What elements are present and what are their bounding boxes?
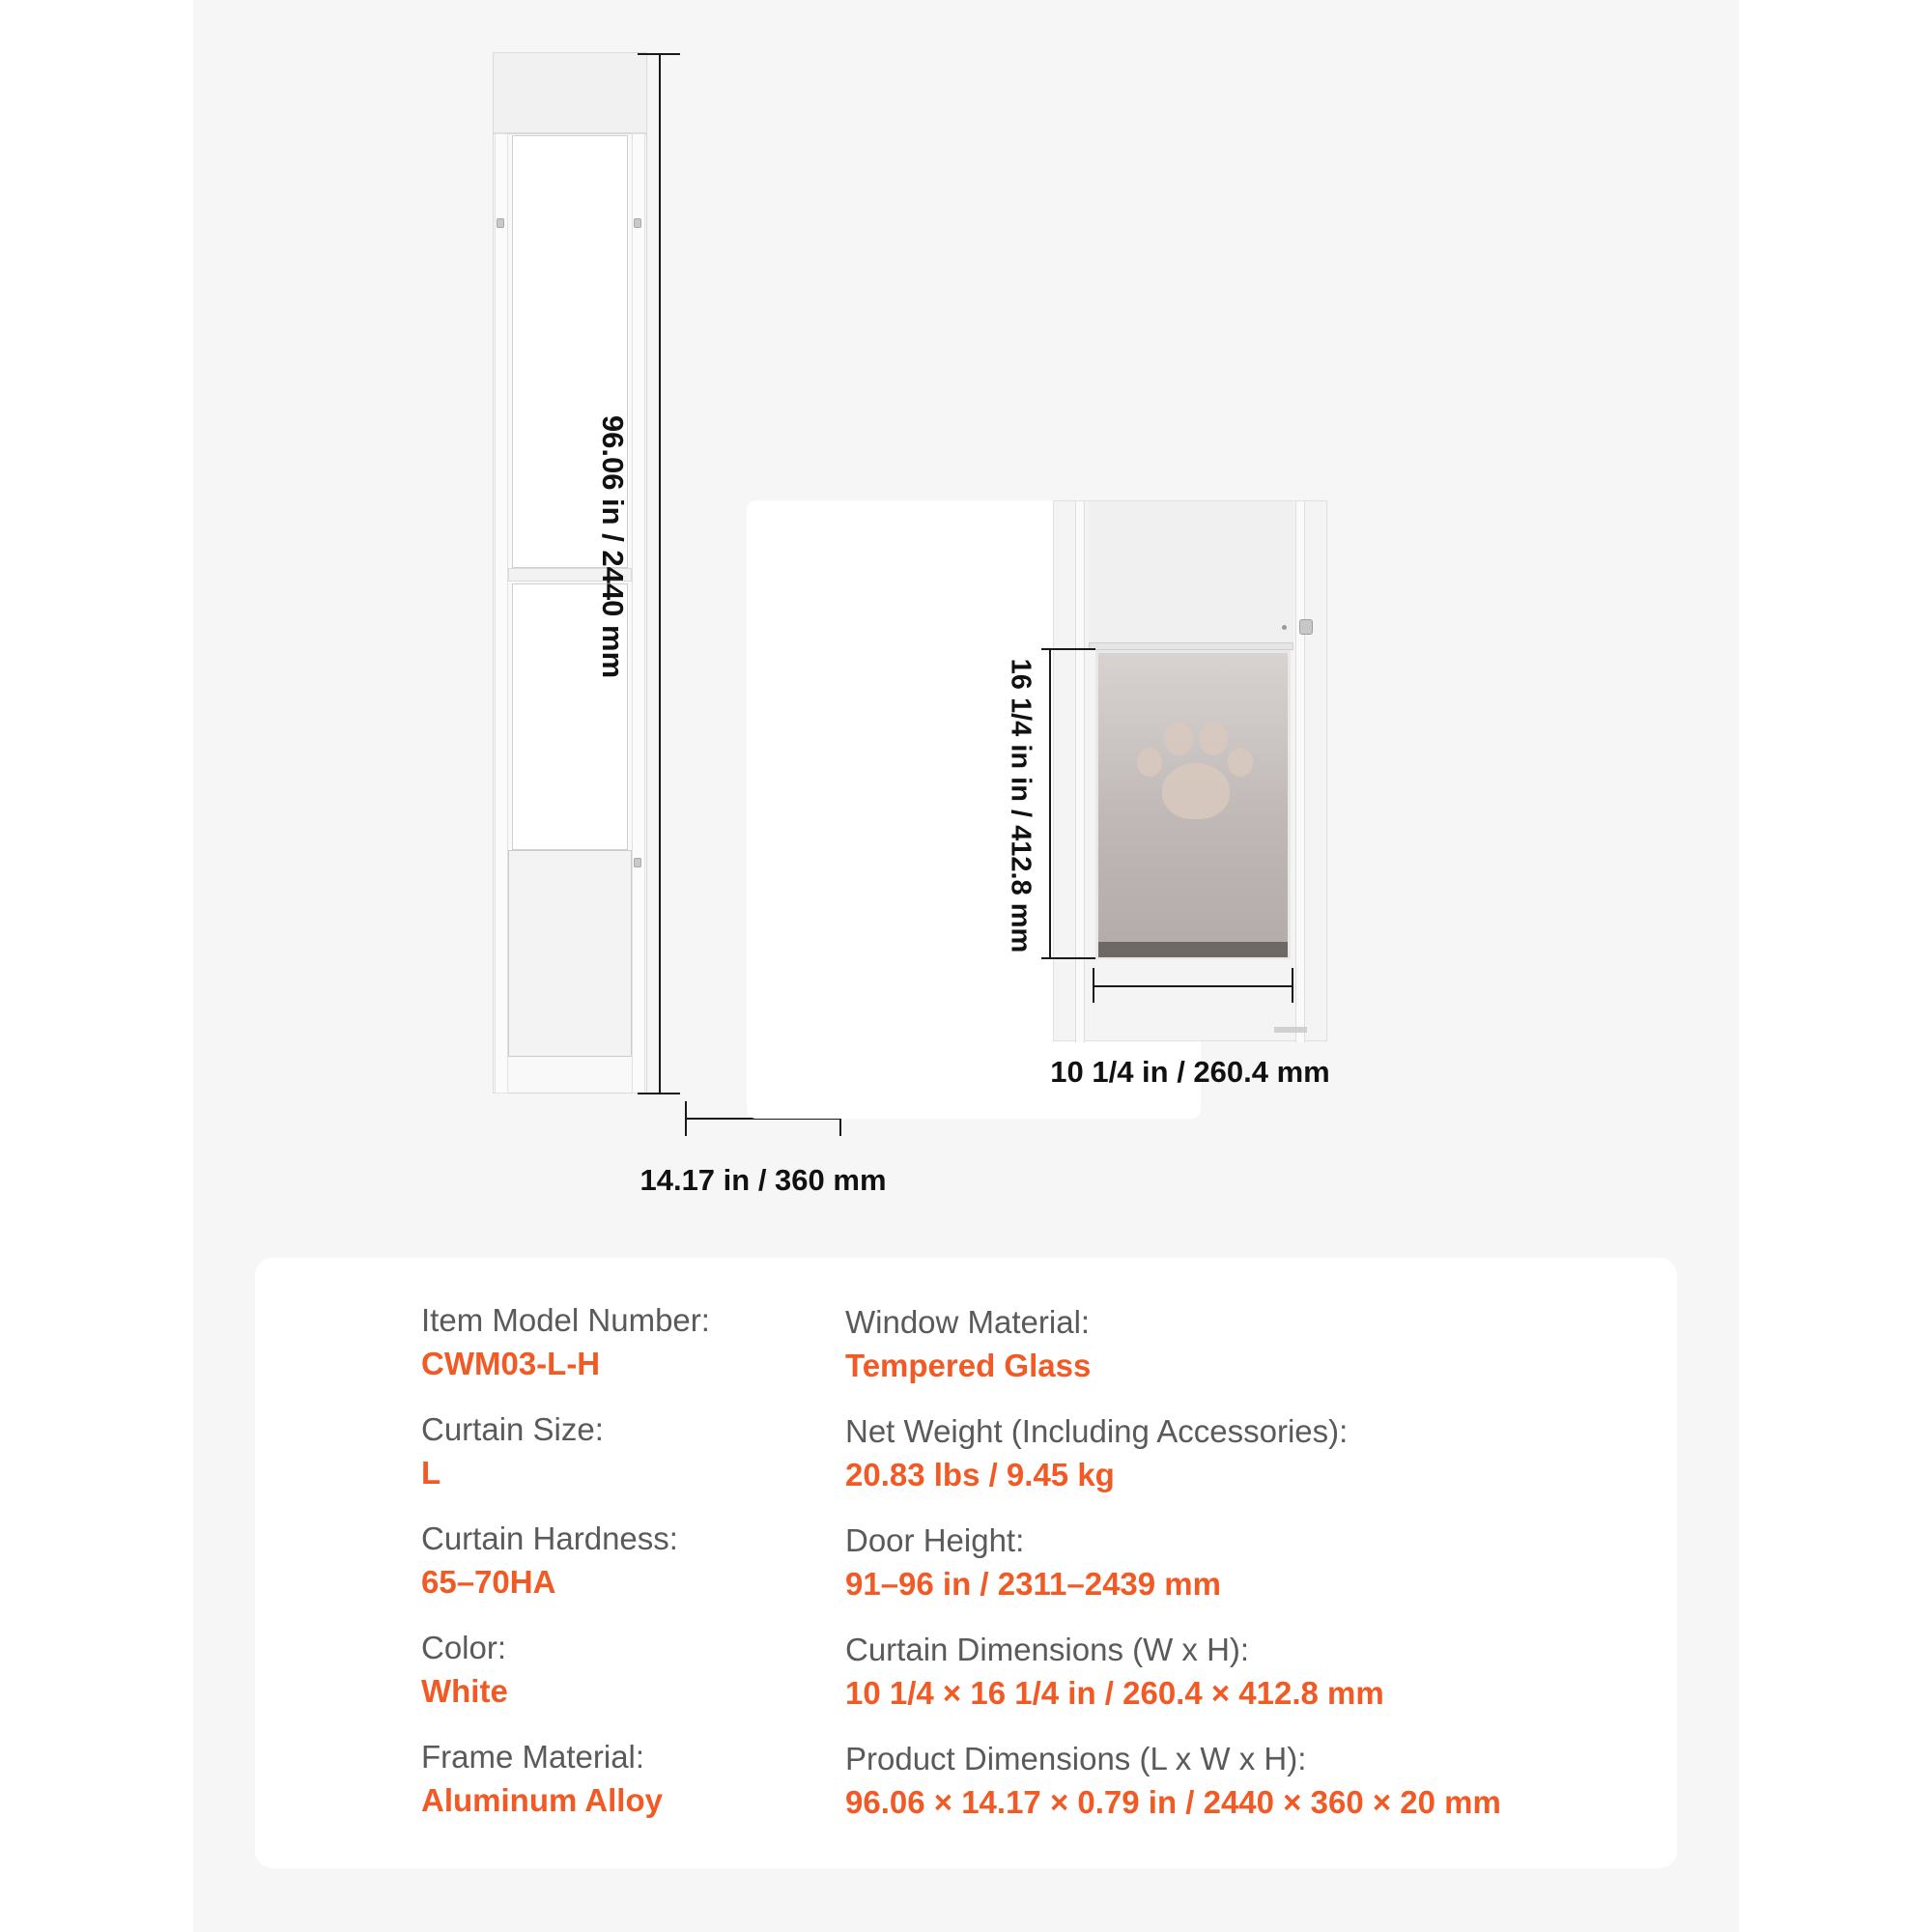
door-right-rail xyxy=(632,133,645,1094)
spec-label-net-weight: Net Weight (Including Accessories): xyxy=(845,1413,1349,1449)
spec-value-curtain-dimensions: 10 1/4 × 16 1/4 in / 260.4 × 412.8 mm xyxy=(845,1675,1384,1711)
detail-rail-left xyxy=(1075,501,1085,1042)
spec-label-color: Color: xyxy=(421,1630,507,1665)
flap-height-dimension-label: 16 1/4 in in / 412.8 mm xyxy=(1005,658,1037,953)
flap-lock-knob xyxy=(634,858,641,867)
door-header-bar xyxy=(493,52,647,133)
detail-rail-right xyxy=(1295,501,1305,1042)
spec-value-product-dimensions: 96.06 × 14.17 × 0.79 in / 2440 × 360 × 20 mm xyxy=(845,1784,1501,1820)
flap-width-cap-right xyxy=(1292,968,1293,1003)
pet-flap-small xyxy=(508,850,632,1057)
spec-label-window-material: Window Material: xyxy=(845,1304,1091,1340)
detail-flap-header xyxy=(1089,642,1293,650)
spec-value-model-number: CWM03-L-H xyxy=(421,1346,601,1381)
detail-screw xyxy=(1282,625,1287,630)
spec-value-frame-material: Aluminum Alloy xyxy=(421,1782,663,1818)
height-dimension-cap-top xyxy=(638,53,680,55)
detail-brand-plate xyxy=(1274,1027,1307,1033)
width-dimension-cap-left xyxy=(685,1101,687,1136)
height-dimension-label: 96.06 in / 2440 mm xyxy=(596,414,630,679)
spec-label-curtain-dimensions: Curtain Dimensions (W x H): xyxy=(845,1632,1250,1667)
spec-value-color: White xyxy=(421,1673,508,1709)
spec-label-model-number: Item Model Number: xyxy=(421,1302,710,1338)
spec-label-curtain-size: Curtain Size: xyxy=(421,1411,604,1447)
spec-value-window-material: Tempered Glass xyxy=(845,1348,1092,1383)
flap-height-dimension-line xyxy=(1049,649,1051,958)
flap-width-dimension-label: 10 1/4 in / 260.4 mm xyxy=(1050,1055,1330,1089)
flap-magnetic-strip xyxy=(1098,942,1288,957)
pet-flap-curtain xyxy=(1095,650,1291,959)
height-dimension-line xyxy=(659,54,661,1094)
spec-label-curtain-hardness: Curtain Hardness: xyxy=(421,1520,678,1556)
spec-label-frame-material: Frame Material: xyxy=(421,1739,645,1775)
spec-value-curtain-size: L xyxy=(421,1455,441,1491)
spec-label-product-dimensions: Product Dimensions (L x W x H): xyxy=(845,1741,1307,1776)
door-left-rail xyxy=(495,133,508,1094)
latch-knob-left xyxy=(497,218,504,228)
flap-width-cap-left xyxy=(1093,968,1094,1003)
flap-height-cap-bottom xyxy=(1041,957,1095,959)
height-dimension-cap-bottom xyxy=(638,1093,680,1094)
detail-upper-panel xyxy=(1089,501,1293,647)
spec-label-door-height: Door Height: xyxy=(845,1522,1025,1558)
spec-value-curtain-hardness: 65–70HA xyxy=(421,1564,556,1600)
latch-knob-right xyxy=(634,218,641,228)
paw-print-icon xyxy=(1098,653,1288,956)
flap-width-dimension-line xyxy=(1094,985,1293,987)
spec-value-net-weight: 20.83 lbs / 9.45 kg xyxy=(845,1457,1115,1492)
width-dimension-label: 14.17 in / 360 mm xyxy=(639,1163,887,1197)
detail-lock-knob xyxy=(1299,619,1313,635)
flap-height-cap-top xyxy=(1041,648,1095,650)
spec-value-door-height: 91–96 in / 2311–2439 mm xyxy=(845,1566,1221,1602)
